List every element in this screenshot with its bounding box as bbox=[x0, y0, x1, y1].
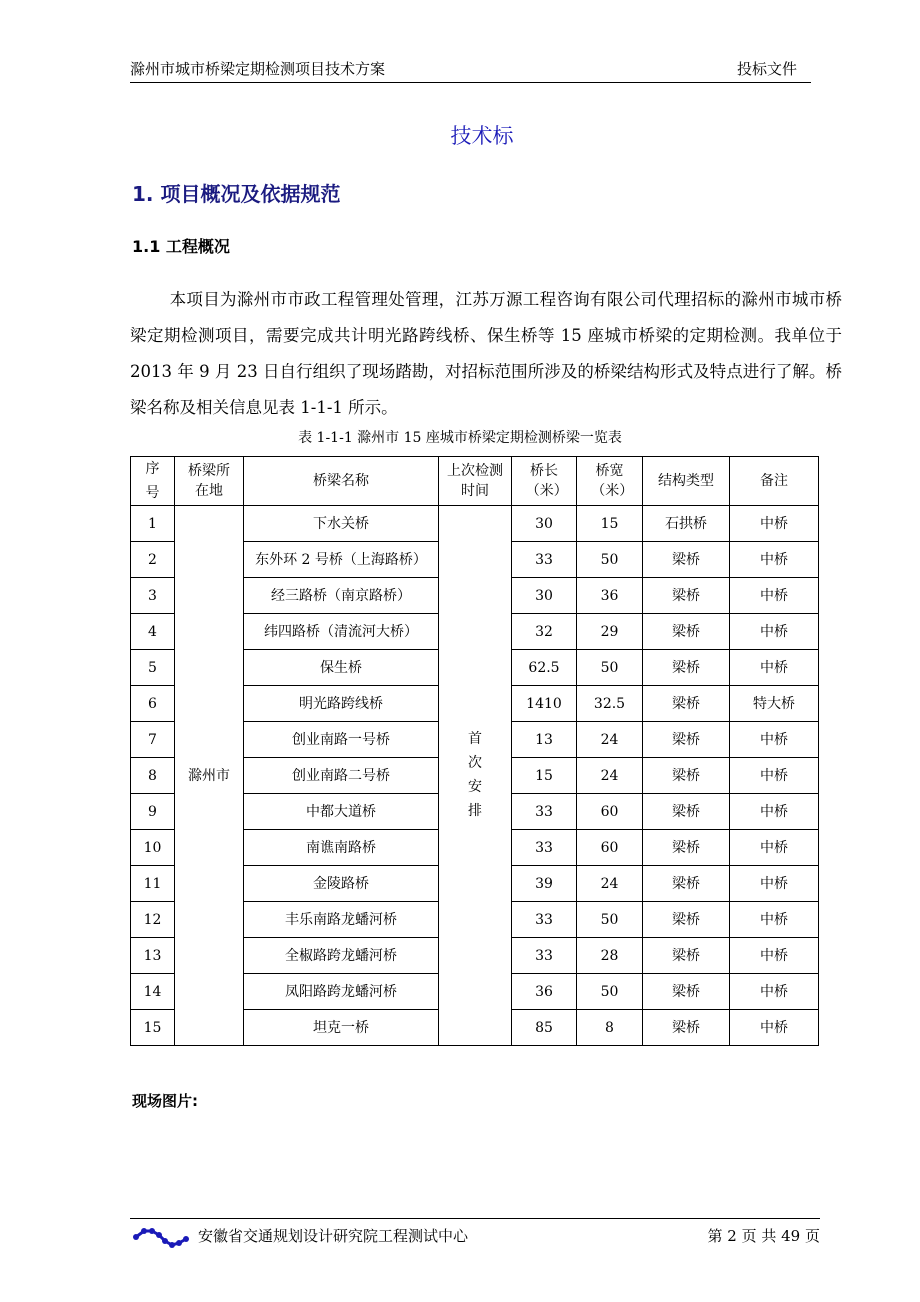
cell-note: 中桥 bbox=[730, 506, 819, 542]
cell-note: 中桥 bbox=[730, 830, 819, 866]
cell-length: 33 bbox=[512, 938, 577, 974]
cell-length: 33 bbox=[512, 830, 577, 866]
header-cell: 备注 bbox=[730, 457, 819, 506]
cell-length: 32 bbox=[512, 614, 577, 650]
cell-name: 创业南路二号桥 bbox=[244, 758, 439, 794]
cell-length: 33 bbox=[512, 542, 577, 578]
cell-width: 24 bbox=[577, 722, 643, 758]
cell-no: 10 bbox=[131, 830, 175, 866]
cell-length: 33 bbox=[512, 794, 577, 830]
table-caption: 表 1-1-1 滁州市 15 座城市桥梁定期检测桥梁一览表 bbox=[298, 430, 622, 446]
cell-no: 9 bbox=[131, 794, 175, 830]
cell-no: 14 bbox=[131, 974, 175, 1010]
cell-note: 中桥 bbox=[730, 542, 819, 578]
cell-note: 中桥 bbox=[730, 1010, 819, 1046]
cell-name: 金陵路桥 bbox=[244, 866, 439, 902]
cell-width: 28 bbox=[577, 938, 643, 974]
cell-length: 30 bbox=[512, 578, 577, 614]
cell-no: 4 bbox=[131, 614, 175, 650]
cell-length: 33 bbox=[512, 902, 577, 938]
cell-name: 南谯南路桥 bbox=[244, 830, 439, 866]
header-cell: 桥宽（米） bbox=[577, 457, 643, 506]
header-cell: 上次检测时间 bbox=[439, 457, 512, 506]
cell-width: 50 bbox=[577, 650, 643, 686]
footer-organization: 安徽省交通规划设计研究院工程测试中心 bbox=[198, 1227, 469, 1245]
cell-name: 创业南路一号桥 bbox=[244, 722, 439, 758]
cell-length: 13 bbox=[512, 722, 577, 758]
cell-width: 15 bbox=[577, 506, 643, 542]
header-cell: 序号 bbox=[131, 457, 175, 506]
cell-type: 梁桥 bbox=[643, 614, 730, 650]
cell-note: 中桥 bbox=[730, 578, 819, 614]
cell-type: 石拱桥 bbox=[643, 506, 730, 542]
cell-no: 8 bbox=[131, 758, 175, 794]
header-doc-type: 投标文件 bbox=[736, 60, 797, 78]
cell-type: 梁桥 bbox=[643, 758, 730, 794]
cell-name: 丰乐南路龙蟠河桥 bbox=[244, 902, 439, 938]
cell-type: 梁桥 bbox=[643, 866, 730, 902]
cell-name: 东外环 2 号桥（上海路桥） bbox=[244, 542, 439, 578]
cell-width: 24 bbox=[577, 758, 643, 794]
bridge-table bbox=[130, 456, 819, 1046]
cell-length: 85 bbox=[512, 1010, 577, 1046]
cell-note: 中桥 bbox=[730, 938, 819, 974]
cell-width: 24 bbox=[577, 866, 643, 902]
cell-type: 梁桥 bbox=[643, 722, 730, 758]
cell-type: 梁桥 bbox=[643, 794, 730, 830]
cell-no: 2 bbox=[131, 542, 175, 578]
cell-width: 50 bbox=[577, 974, 643, 1010]
overview-paragraph: 本项目为滁州市市政工程管理处管理，江苏万源工程咨询有限公司代理招标的滁州市城市桥梁定期检测项目，需要完成共计明光路跨线桥、保生桥等 15 座城市桥梁的定期检测。我单位于 2013 年 9 月 23 日自行组织了现场踏勘，对招标范围所涉及的桥梁结构形式及特点进行了解。桥梁名称及相关信息见表 1-1-1 所示。 bbox=[130, 290, 842, 417]
cell-note: 中桥 bbox=[730, 974, 819, 1010]
header-cell: 桥梁名称 bbox=[244, 457, 439, 506]
cell-name: 凤阳路跨龙蟠河桥 bbox=[244, 974, 439, 1010]
table-header-row bbox=[131, 457, 819, 506]
cell-name: 经三路桥（南京路桥） bbox=[244, 578, 439, 614]
cell-name: 下水关桥 bbox=[244, 506, 439, 542]
table-row bbox=[131, 506, 819, 542]
cell-no: 13 bbox=[131, 938, 175, 974]
cell-name: 中都大道桥 bbox=[244, 794, 439, 830]
cell-type: 梁桥 bbox=[643, 542, 730, 578]
page-header bbox=[130, 56, 811, 83]
cell-type: 梁桥 bbox=[643, 830, 730, 866]
header-project-title: 滁州市城市桥梁定期检测项目技术方案 bbox=[130, 60, 386, 78]
cell-name: 纬四路桥（清流河大桥） bbox=[244, 614, 439, 650]
cell-last-inspection bbox=[439, 506, 512, 1046]
cell-location: 滁州市 bbox=[175, 506, 244, 1046]
institute-logo-icon bbox=[132, 1223, 190, 1253]
cell-note: 中桥 bbox=[730, 866, 819, 902]
cell-name: 保生桥 bbox=[244, 650, 439, 686]
cell-no: 12 bbox=[131, 902, 175, 938]
cell-length: 39 bbox=[512, 866, 577, 902]
cell-length: 62.5 bbox=[512, 650, 577, 686]
page-number: 第 2 页 共 49 页 bbox=[707, 1227, 820, 1245]
cell-width: 60 bbox=[577, 830, 643, 866]
cell-length: 30 bbox=[512, 506, 577, 542]
cell-length: 15 bbox=[512, 758, 577, 794]
cell-width: 32.5 bbox=[577, 686, 643, 722]
cell-width: 8 bbox=[577, 1010, 643, 1046]
cell-width: 50 bbox=[577, 902, 643, 938]
last-inspection-text: 首次安排 bbox=[467, 731, 482, 819]
header-cell: 结构类型 bbox=[643, 457, 730, 506]
cell-name: 全椒路跨龙蟠河桥 bbox=[244, 938, 439, 974]
cell-note: 中桥 bbox=[730, 758, 819, 794]
cell-no: 3 bbox=[131, 578, 175, 614]
cell-type: 梁桥 bbox=[643, 686, 730, 722]
cell-no: 1 bbox=[131, 506, 175, 542]
cell-no: 6 bbox=[131, 686, 175, 722]
page-footer bbox=[130, 1218, 820, 1253]
cell-no: 5 bbox=[131, 650, 175, 686]
cell-type: 梁桥 bbox=[643, 650, 730, 686]
cell-note: 中桥 bbox=[730, 614, 819, 650]
cell-note: 中桥 bbox=[730, 722, 819, 758]
cell-note: 中桥 bbox=[730, 902, 819, 938]
cell-note: 中桥 bbox=[730, 794, 819, 830]
cell-type: 梁桥 bbox=[643, 902, 730, 938]
site-photos-label: 现场图片: bbox=[132, 1092, 198, 1110]
cell-type: 梁桥 bbox=[643, 1010, 730, 1046]
cell-note: 中桥 bbox=[730, 650, 819, 686]
header-cell: 桥梁所在地 bbox=[175, 457, 244, 506]
cell-width: 36 bbox=[577, 578, 643, 614]
cell-name: 坦克一桥 bbox=[244, 1010, 439, 1046]
cell-width: 29 bbox=[577, 614, 643, 650]
cell-type: 梁桥 bbox=[643, 578, 730, 614]
cell-no: 7 bbox=[131, 722, 175, 758]
cell-no: 11 bbox=[131, 866, 175, 902]
cell-name: 明光路跨线桥 bbox=[244, 686, 439, 722]
subsection-heading: 1.1 工程概况 bbox=[132, 237, 230, 256]
cell-width: 60 bbox=[577, 794, 643, 830]
cell-width: 50 bbox=[577, 542, 643, 578]
cell-note: 特大桥 bbox=[730, 686, 819, 722]
cell-type: 梁桥 bbox=[643, 974, 730, 1010]
cell-type: 梁桥 bbox=[643, 938, 730, 974]
cell-no: 15 bbox=[131, 1010, 175, 1046]
document-title: 技术标 bbox=[450, 124, 514, 148]
header-cell: 桥长（米） bbox=[512, 457, 577, 506]
cell-length: 36 bbox=[512, 974, 577, 1010]
section-heading: 1. 项目概况及依据规范 bbox=[132, 182, 341, 206]
cell-length: 1410 bbox=[512, 686, 577, 722]
